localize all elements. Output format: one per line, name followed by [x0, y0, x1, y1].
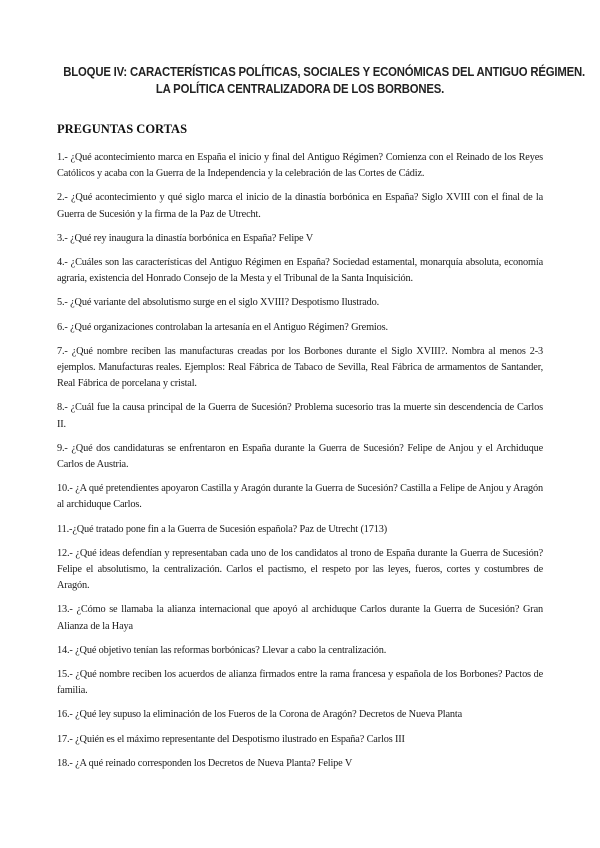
question-item: 2.- ¿Qué acontecimiento y qué siglo marca el inicio de la dinastía borbónica en España? Siglo XVIII con el final de la Guerra de Sucesión y la firma de la Paz de Utrecht.	[57, 192, 543, 220]
question-item: 12.- ¿Qué ideas defendían y representaban cada uno de los candidatos al trono de España durante la Guerra de Sucesión? Felipe el absolutismo, la centralización. Carlos el pactismo, el respeto por las leyes, fueros, cortes y costumbres de Aragón.	[57, 547, 543, 592]
question-item: 6.- ¿Qué organizaciones controlaban la artesanía en el Antiguo Régimen? Gremios.	[57, 321, 388, 333]
question-item: 17.- ¿Quién es el máximo representante del Despotismo ilustrado en España? Carlos III	[57, 733, 405, 745]
question-item: 18.- ¿A qué reinado corresponden los Decretos de Nueva Planta? Felipe V	[57, 757, 353, 769]
question-item: 5.- ¿Qué variante del absolutismo surge en el siglo XVIII? Despotismo Ilustrado.	[57, 297, 380, 309]
question-item: 13.- ¿Cómo se llamaba la alianza internacional que apoyó al archiduque Carlos durante la Guerra de Sucesión? Gran Alianza de la Haya	[57, 604, 543, 632]
title-line-2: LA POLÍTICA CENTRALIZADORA DE LOS BORBONES.	[155, 82, 445, 96]
question-item: 10.- ¿A qué pretendientes apoyaron Castilla y Aragón durante la Guerra de Sucesión? Castilla a Felipe de Anjou y Aragón al archiduque Carlos.	[57, 483, 543, 511]
question-item: 7.- ¿Qué nombre reciben las manufacturas creadas por los Borbones durante el Siglo XVIII?. Nombra al menos 2-3 ejemplos. Manufacturas reales. Ejemplos: Real Fábrica de Tabaco de Sevilla, Real Fábrica de armamentos de Santander, Real Fábrica de porcelana y cristal.	[57, 345, 543, 390]
section-heading: PREGUNTAS CORTAS	[57, 122, 188, 136]
document-title	[63, 64, 586, 98]
title-line-1: BLOQUE IV: CARACTERÍSTICAS POLÍTICAS, SOCIALES Y ECONÓMICAS DEL ANTIGUO RÉGIMEN.	[63, 65, 586, 79]
question-item: 9.- ¿Qué dos candidaturas se enfrentaron en España durante la Guerra de Sucesión? Felipe de Anjou y el Archiduque Carlos de Austria.	[57, 442, 543, 471]
question-item: 16.- ¿Qué ley supuso la eliminación de los Fueros de la Corona de Aragón? Decretos de Nueva Planta	[57, 709, 463, 721]
question-item: 11.-¿Qué tratado pone fin a la Guerra de Sucesión española? Paz de Utrecht (1713)	[57, 523, 387, 535]
question-item: 3.- ¿Qué rey inaugura la dinastía borbónica en España? Felipe V	[57, 232, 313, 244]
question-item: 14.- ¿Qué objetivo tenían las reformas borbónicas? Llevar a cabo la centralización.	[57, 644, 387, 656]
questions-list	[57, 150, 543, 772]
question-item: 4.- ¿Cuáles son las características del Antiguo Régimen en España? Sociedad estamental, monarquía absoluta, economía agraria, existencia del Honrado Consejo de la Mesta y el Tribunal de la Santa Inquisición.	[57, 257, 543, 285]
question-item: 1.- ¿Qué acontecimiento marca en España el inicio y final del Antiguo Régimen? Comienza con el Reinado de los Reyes Católicos y acaba con la Guerra de la Independencia y la celebración de las Cortes de Cádiz.	[57, 152, 543, 180]
question-item: 15.- ¿Qué nombre reciben los acuerdos de alianza firmados entre la rama francesa y española de los Borbones? Pactos de familia.	[57, 669, 543, 697]
question-item: 8.- ¿Cuál fue la causa principal de la Guerra de Sucesión? Problema sucesorio tras la muerte sin descendencia de Carlos II.	[57, 402, 543, 430]
